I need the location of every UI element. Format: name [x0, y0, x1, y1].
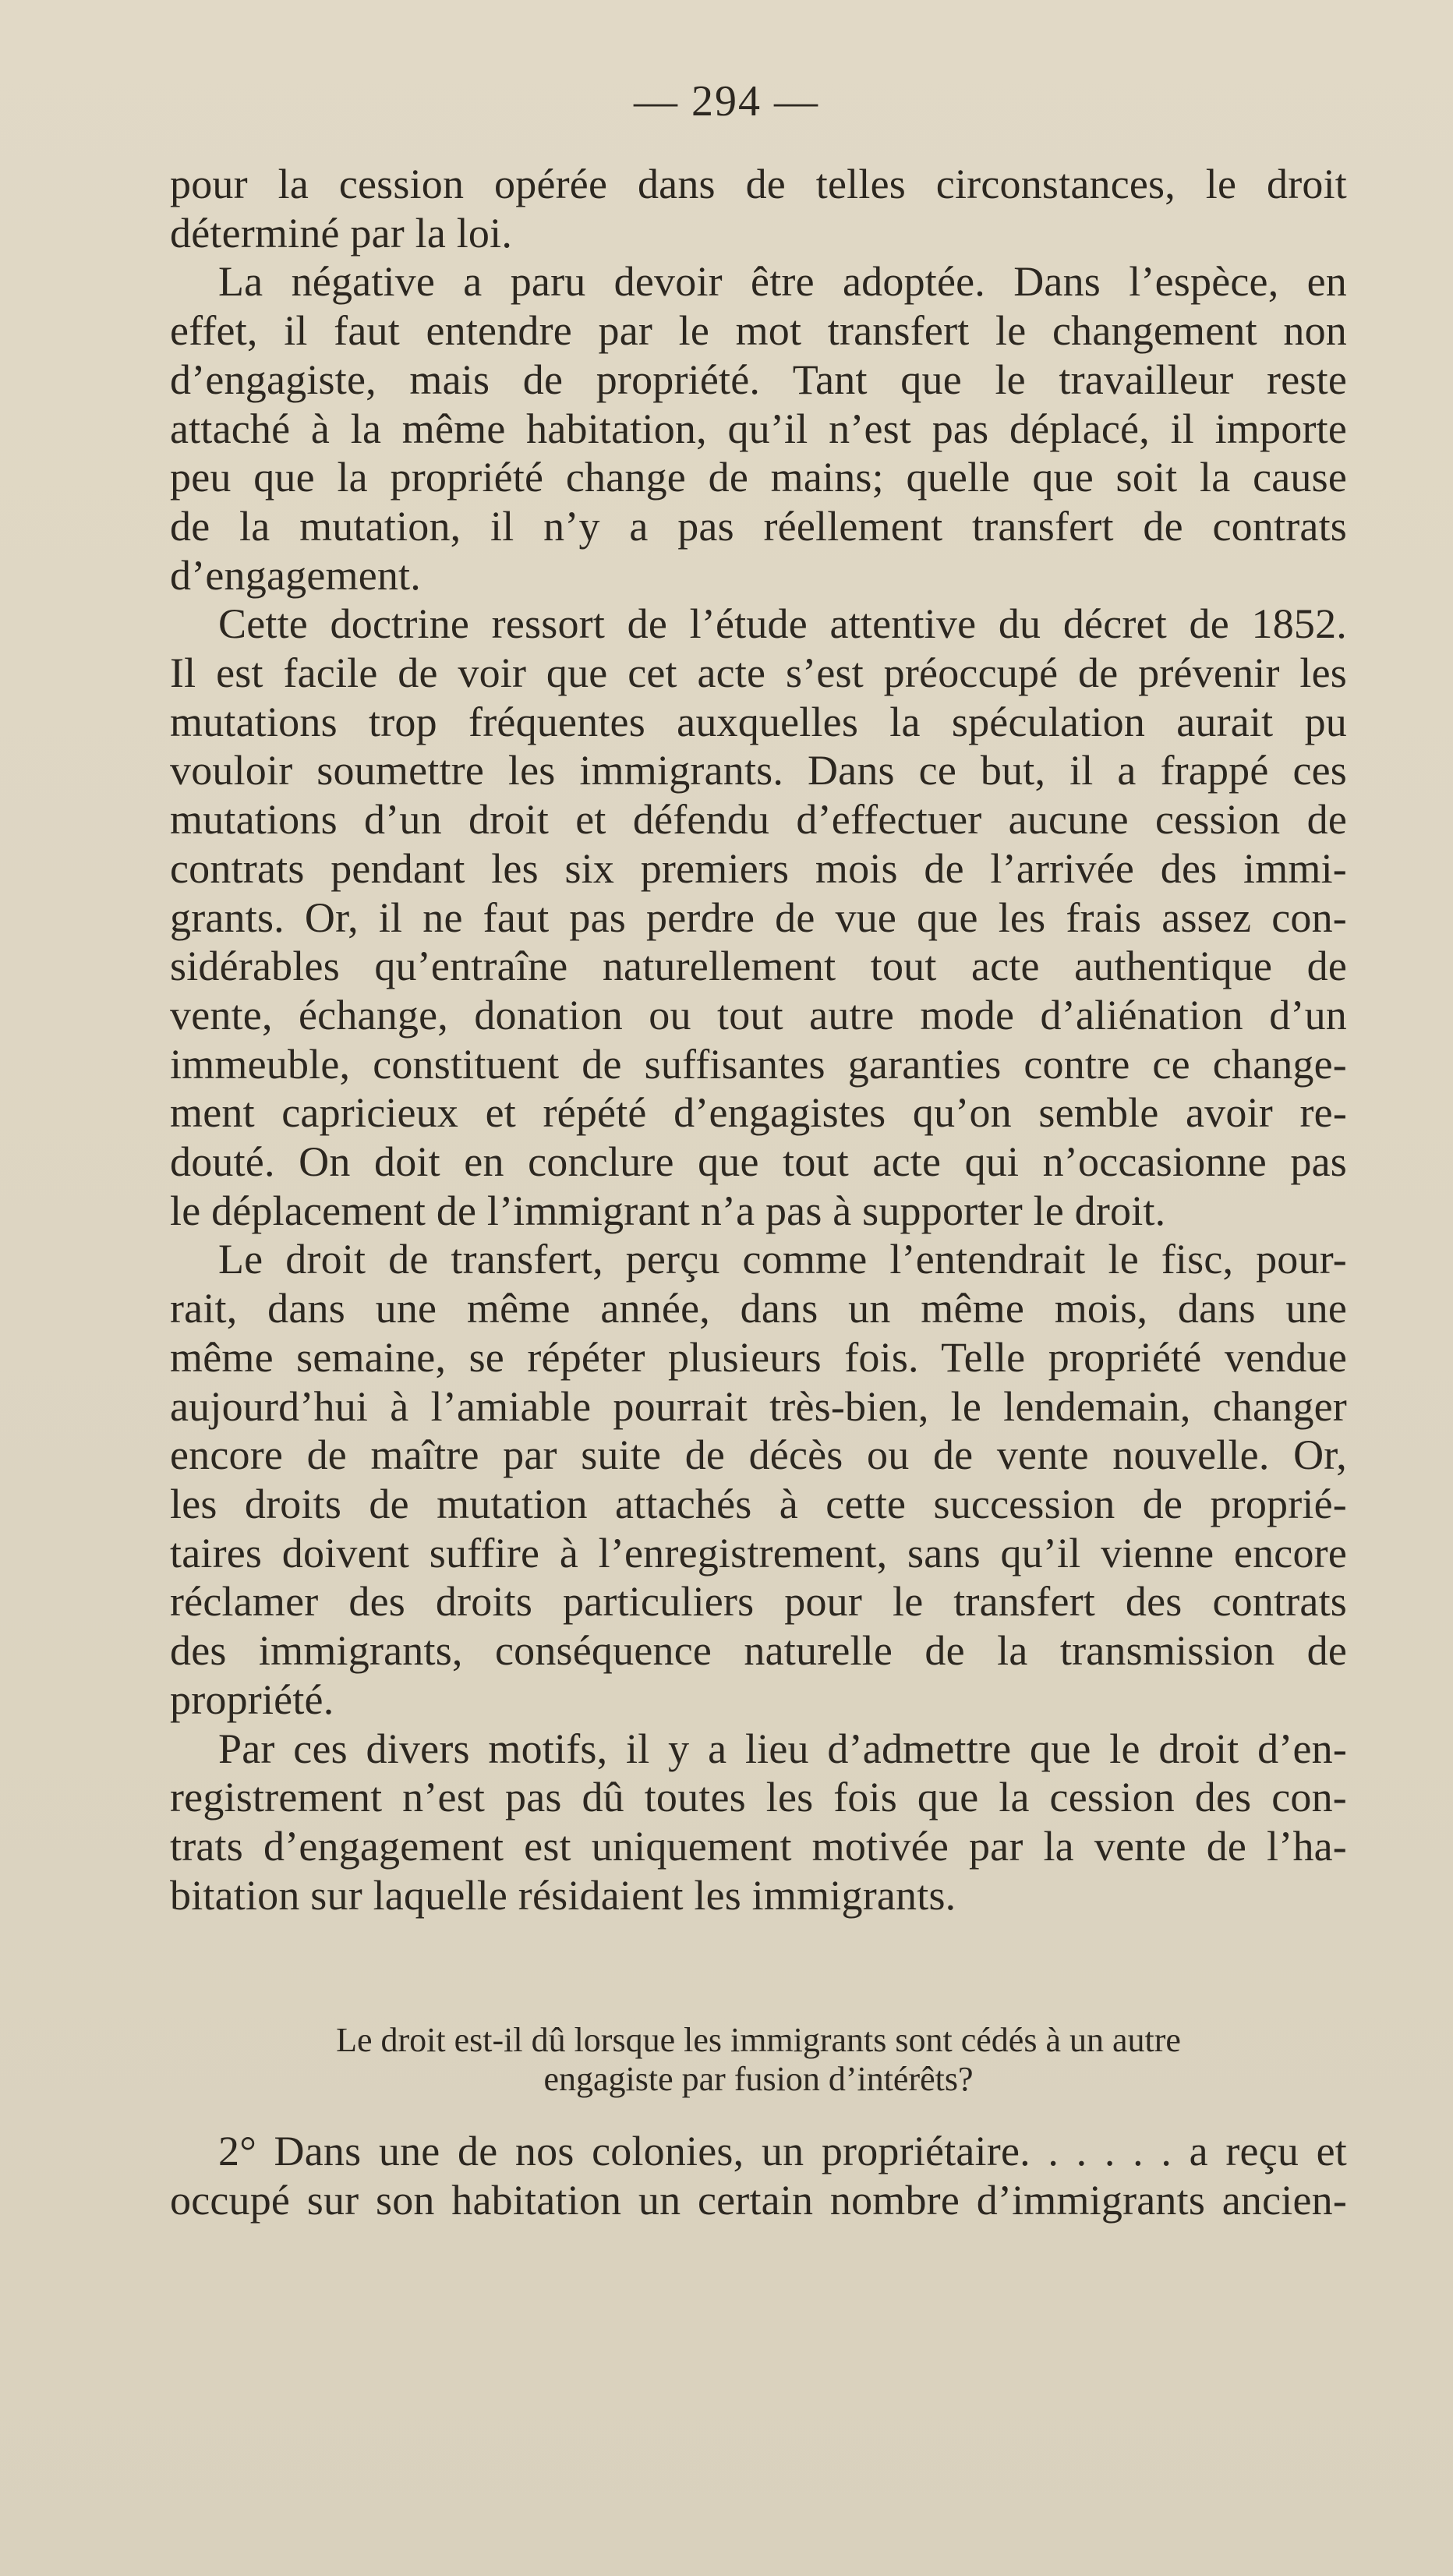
text-line: Cette doctrine ressort de l’étude attentive du décret de 1852.	[218, 600, 1347, 648]
text-line: grants. Or, il ne faut pas perdre de vue que les frais assez con-	[170, 893, 1347, 941]
text-line: vente, échange, donation ou tout autre mode d’aliénation d’un	[170, 991, 1347, 1039]
text-line: bitation sur laquelle résidaient les immigrants.	[170, 1871, 956, 1919]
text-line: peu que la propriété change de mains; quelle que soit la cause	[170, 454, 1347, 501]
text-line: effet, il faut entendre par le mot transfert le changement non	[170, 307, 1347, 355]
subheading-line: engagiste par fusion d’intérêts?	[543, 2060, 974, 2098]
subheading-line: Le droit est-il dû lorsque les immigrants sont cédés à un autre	[336, 2021, 1181, 2059]
text-line: pour la cession opérée dans de telles circonstances, le droit	[170, 161, 1347, 207]
text-line: contrats pendant les six premiers mois de l’arrivée des immi-	[170, 844, 1347, 892]
text-line: douté. On doit en conclure que tout acte qui n’occasionne pas	[170, 1138, 1347, 1186]
text-line: Le droit de transfert, perçu comme l’entendrait le fisc, pour-	[218, 1236, 1347, 1283]
text-line: aujourd’hui à l’amiable pourrait très-bien, le lendemain, changer	[170, 1382, 1347, 1430]
text-line: vouloir soumettre les immigrants. Dans ce but, il a frappé ces	[170, 747, 1347, 794]
text-line: d’engagiste, mais de propriété. Tant que le travailleur reste	[170, 356, 1347, 403]
text-line: encore de maître par suite de décès ou de vente nouvelle. Or,	[170, 1431, 1347, 1479]
text-line: mutations trop fréquentes auxquelles la spéculation aurait pu	[170, 698, 1347, 745]
text-line: Il est facile de voir que cet acte s’est préoccupé de prévenir les	[170, 649, 1347, 697]
text-line: mutations d’un droit et défendu d’effectuer aucune cession de	[170, 796, 1347, 844]
text-line: immeuble, constituent de suffisantes garanties contre ce change-	[170, 1040, 1347, 1088]
paragraph-continuation	[170, 160, 1347, 257]
page-number: — 294 —	[634, 77, 819, 126]
paragraph	[170, 2127, 1347, 2224]
text-line: attaché à la même habitation, qu’il n’est pas déplacé, il importe	[170, 405, 1347, 452]
paragraph	[170, 1725, 1347, 1920]
text-line: réclamer des droits particuliers pour le transfert des contrats	[170, 1578, 1347, 1626]
paragraph	[170, 1235, 1347, 1724]
paragraph	[170, 600, 1347, 1235]
text-line: même semaine, se répéter plusieurs fois. Telle propriété vendue	[170, 1333, 1347, 1381]
closing-paragraph	[170, 2127, 1347, 2224]
text-line: d’engagement.	[170, 551, 421, 599]
main-text	[170, 160, 1347, 1920]
text-line: occupé sur son habitation un certain nombre d’immigrants ancien-	[170, 2176, 1347, 2224]
text-line: sidérables qu’entraîne naturellement tout acte authentique de	[170, 943, 1347, 990]
text-line: déterminé par la loi.	[170, 209, 513, 257]
paragraph	[170, 257, 1347, 600]
text-line: Par ces divers motifs, il y a lieu d’admettre que le droit d’en-	[218, 1725, 1347, 1772]
text-line: 2° Dans une de nos colonies, un propriétaire. . . . . . a reçu et	[218, 2128, 1347, 2174]
text-line: registrement n’est pas dû toutes les fois que la cession des con-	[170, 1774, 1347, 1821]
text-line: trats d’engagement est uniquement motivée par la vente de l’ha-	[170, 1822, 1347, 1870]
text-line: taires doivent suffire à l’enregistrement, sans qu’il vienne encore	[170, 1529, 1347, 1576]
text-line: La négative a paru devoir être adoptée. Dans l’espèce, en	[218, 258, 1347, 306]
text-line: de la mutation, il n’y a pas réellement transfert de contrats	[170, 502, 1347, 550]
text-line: ment capricieux et répété d’engagistes qu’on semble avoir re-	[170, 1089, 1347, 1137]
text-line: rait, dans une même année, dans un même mois, dans une	[170, 1285, 1347, 1332]
text-line: le déplacement de l’immigrant n’a pas à supporter le droit.	[170, 1187, 1166, 1234]
text-line: propriété.	[170, 1675, 334, 1723]
text-line: des immigrants, conséquence naturelle de la transmission de	[170, 1627, 1347, 1675]
section-subheading	[170, 2021, 1347, 2099]
text-line: les droits de mutation attachés à cette succession de proprié-	[170, 1480, 1347, 1527]
